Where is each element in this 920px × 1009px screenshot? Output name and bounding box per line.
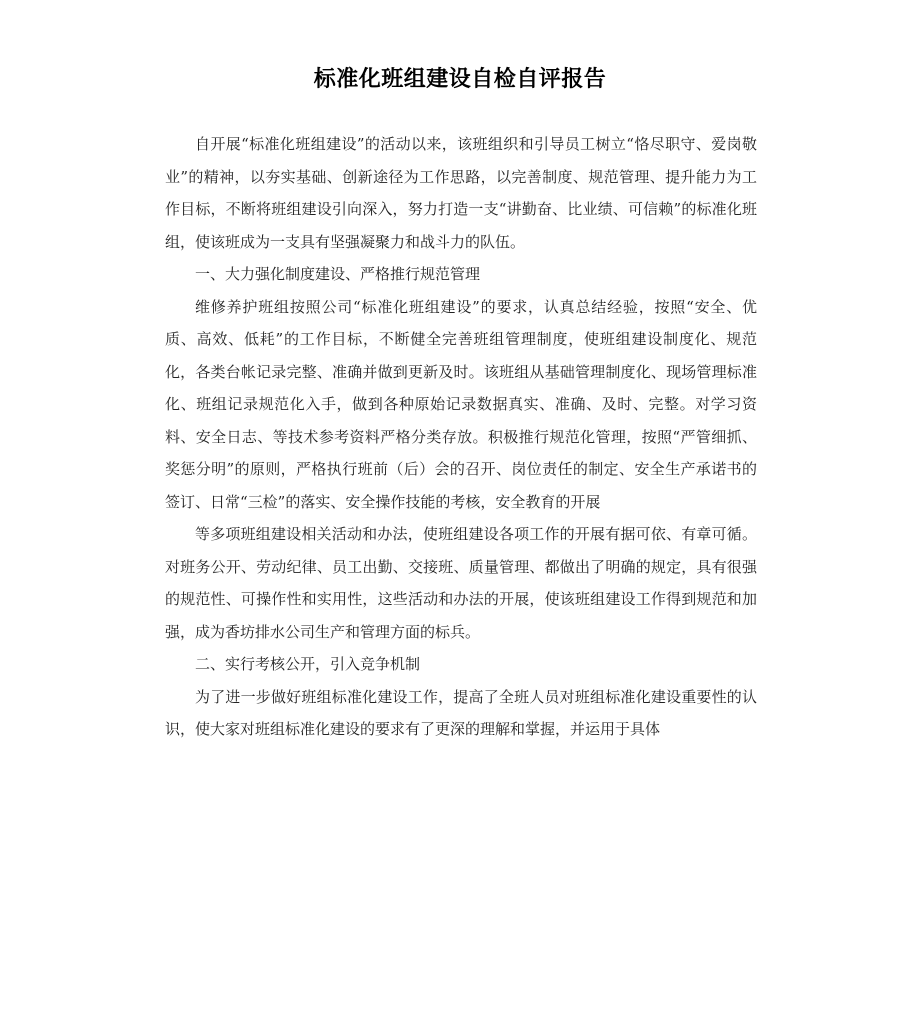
document-body [165,128,757,746]
section-1-paragraph-1: 维修养护班组按照公司“标准化班组建设”的要求，认真总结经验，按照“安全、优质、高效、低耗”的工作目标，不断健全完善班组管理制度，使班组建设制度化、规范化，各类台帐记录完整、准确并做到更新及时。该班组从基础管理制度化、现场管理标准化、班组记录规范化入手，做到各种原始记录数据真实、准确、及时、完整。对学习资料、安全日志、等技术参考资料严格分类存放。积极推行规范化管理，按照“严管细抓、奖惩分明”的原则，严格执行班前（后）会的召开、岗位责任的制定、安全生产承诺书的签订、日常“三检”的落实、安全操作技能的考核，安全教育的开展 [165,297,757,511]
section-heading-2: 二、实行考核公开，引入竞争机制 [195,655,421,673]
section-heading-1: 一、大力强化制度建设、严格推行规范管理 [195,265,481,283]
section-2-paragraph-1: 为了进一步做好班组标准化建设工作，提高了全班人员对班组标准化建设重要性的认识，使大家对班组标准化建设的要求有了更深的理解和掌握，并运用于具体 [165,687,757,738]
intro-paragraph: 自开展“标准化班组建设”的活动以来，该班组织和引导员工树立“恪尽职守、爱岗敬业”的精神，以夯实基础、创新途径为工作思路，以完善制度、规范管理、提升能力为工作目标，不断将班组建设引向深入，努力打造一支“讲勤奋、比业绩、可信赖”的标准化班组，使该班成为一支具有坚强凝聚力和战斗力的队伍。 [165,135,757,251]
section-1-paragraph-2: 等多项班组建设相关活动和办法，使班组建设各项工作的开展有据可依、有章可循。对班务公开、劳动纪律、员工出勤、交接班、质量管理、都做出了明确的规定，具有很强的规范性、可操作性和实用性，这些活动和办法的开展，使该班组建设工作得到规范和加强，成为香坊排水公司生产和管理方面的标兵。 [165,525,757,641]
document-title: 标准化班组建设自检自评报告 [313,67,607,92]
